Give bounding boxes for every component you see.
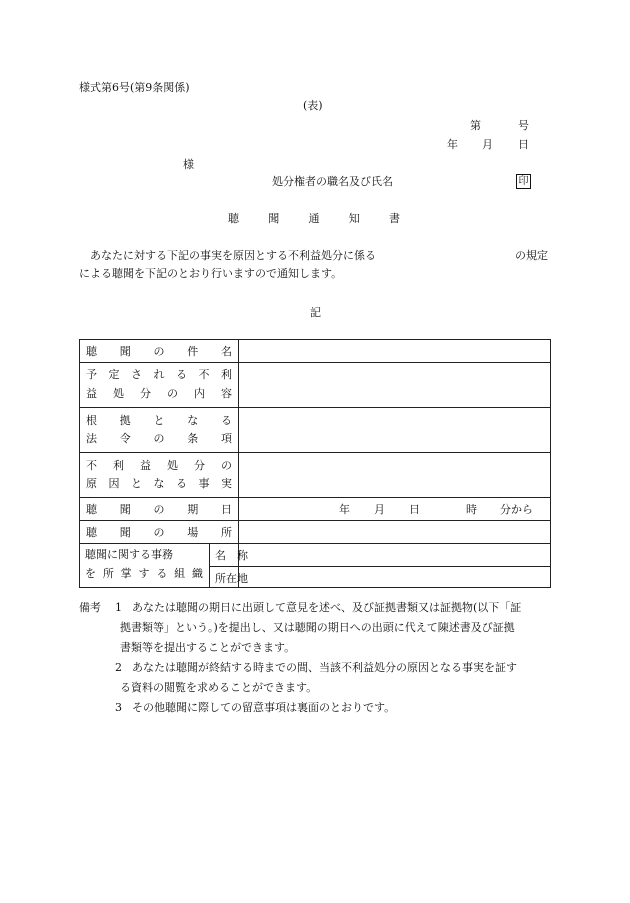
- title-char: 知: [348, 212, 360, 225]
- addressee-suffix: 様: [183, 158, 194, 171]
- remark-line: 書類等を提出することができます。: [120, 641, 296, 654]
- label-org-1: 聴聞に関する事務: [85, 548, 173, 561]
- remarks-section: [79, 598, 555, 718]
- label-basis-1: 根 拠 と な る: [86, 414, 232, 427]
- title-char: 通: [308, 212, 320, 225]
- remark-line: あなたは聴聞が終結する時までの間、当該不利益処分の原因となる事実を証す: [132, 661, 517, 674]
- form-header: 様式第6号(第9条関係): [79, 81, 190, 94]
- row-divider: [209, 566, 551, 567]
- col-divider: [209, 543, 210, 587]
- label-cause-1: 不 利 益 処 分 の: [86, 459, 232, 472]
- label-subject: 聴 聞 の 件 名: [86, 345, 232, 358]
- label-planned-2: 益 処 分 の 内 容: [86, 387, 232, 400]
- remark-number: 1: [115, 601, 122, 614]
- remark-line: る資料の閲覧を求めることができます。: [120, 681, 318, 694]
- label-cause-2: 原 因 と な る 事 実: [86, 477, 232, 490]
- authority-label: 処分権者の職名及び氏名: [272, 175, 393, 188]
- remark-item: [79, 698, 555, 718]
- hearing-table: [79, 339, 551, 588]
- row-divider: [80, 407, 550, 408]
- row-divider: [80, 543, 550, 544]
- date-value-hour: 時: [466, 503, 477, 516]
- remark-number: 3: [115, 701, 122, 714]
- remark-line: 拠書類等」という。)を提出し、又は聴聞の期日への出頭に代えて陳述書及び証拠: [120, 621, 515, 634]
- date-year: 年: [447, 138, 458, 151]
- label-basis-2: 法 令 の 条 項: [86, 432, 232, 445]
- label-planned-1: 予 定 さ れ る 不 利: [86, 368, 232, 381]
- label-place: 聴 聞 の 場 所: [86, 526, 232, 539]
- title-char: 聴: [228, 212, 239, 225]
- label-org-name: 名 称: [215, 549, 248, 562]
- date-value-year: 年: [339, 503, 350, 516]
- date-value-month: 月: [374, 503, 385, 516]
- remark-item: [79, 598, 555, 658]
- remark-line: あなたは聴聞の期日に出頭して意見を述べ、及び証拠書類又は証拠物(以下「証: [132, 601, 522, 614]
- title-char: 書: [389, 212, 400, 225]
- seal-mark: 印: [516, 174, 531, 189]
- remark-number: 2: [115, 661, 122, 674]
- side-label: (表): [303, 99, 323, 112]
- body-line2: による聴聞を下記のとおり行いますので通知します。: [79, 267, 343, 280]
- date-month: 月: [482, 138, 493, 151]
- title-char: 聞: [268, 212, 280, 225]
- label-org-address: 所 在 地: [215, 572, 248, 585]
- ki-mark: 記: [310, 306, 321, 319]
- body-line1-a: あなたに対する下記の事実を原因とする不利益処分に係る: [90, 249, 376, 262]
- label-date: 聴 聞 の 期 日: [86, 503, 232, 516]
- number-go: 号: [518, 119, 529, 132]
- row-divider: [80, 362, 550, 363]
- remark-item: [79, 658, 555, 698]
- number-dai: 第: [470, 119, 481, 132]
- body-line1-b: の規定: [515, 249, 548, 262]
- label-org-2: を 所 掌 す る 組 織: [85, 567, 203, 580]
- date-value-day: 日: [409, 503, 420, 516]
- row-divider: [80, 452, 550, 453]
- date-day: 日: [518, 138, 529, 151]
- row-divider: [80, 520, 550, 521]
- remarks-label: 備考: [79, 601, 101, 614]
- row-divider: [80, 497, 550, 498]
- remark-line: その他聴聞に際しての留意事項は裏面のとおりです。: [132, 701, 396, 714]
- date-value-minute: 分から: [500, 503, 533, 516]
- document-title: [228, 213, 400, 224]
